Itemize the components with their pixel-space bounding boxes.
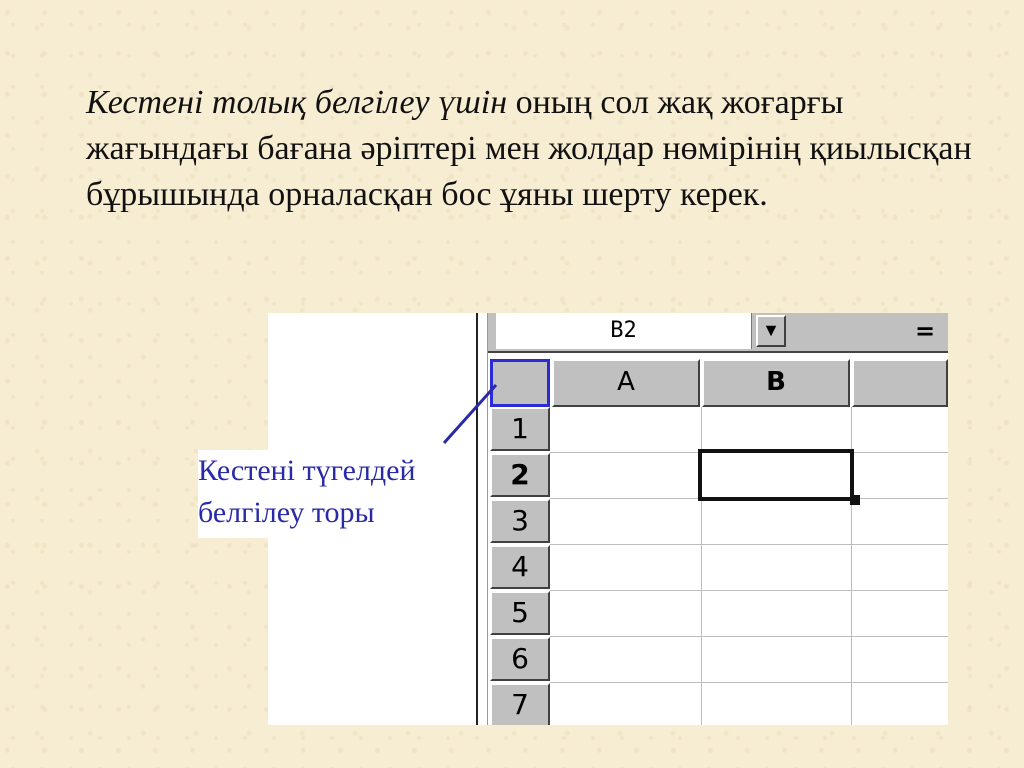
row-header-3[interactable]: 3 [490,499,550,543]
row-header-6[interactable]: 6 [490,637,550,681]
callout-line-1: Кестені түгелдей [198,454,416,487]
instruction-paragraph [86,80,986,218]
callout-label [198,450,458,538]
column-header-a[interactable]: A [552,359,700,407]
instruction-rest: оның сол жақ жоғарғы жағындағы бағана әріптері мен жолдар нөмірінің қиылысқан бұрышында орналасқан бос ұяны шерту керек. [86,84,972,213]
column-header-b[interactable]: B [702,359,850,407]
row-header-5[interactable]: 5 [490,591,550,635]
row-header-4[interactable]: 4 [490,545,550,589]
name-box-dropdown-icon[interactable]: ▼ [756,315,786,347]
row-header-2[interactable]: 2 [490,453,550,497]
callout-line-2: белгілеу торы [198,496,375,529]
name-box[interactable]: B2 [496,313,752,349]
row-header-1[interactable]: 1 [490,407,550,451]
row-header-7[interactable]: 7 [490,683,550,725]
instruction-lead: Кестені толық белгілеу үшін [86,84,508,121]
formula-equals-button[interactable]: = [914,317,936,345]
